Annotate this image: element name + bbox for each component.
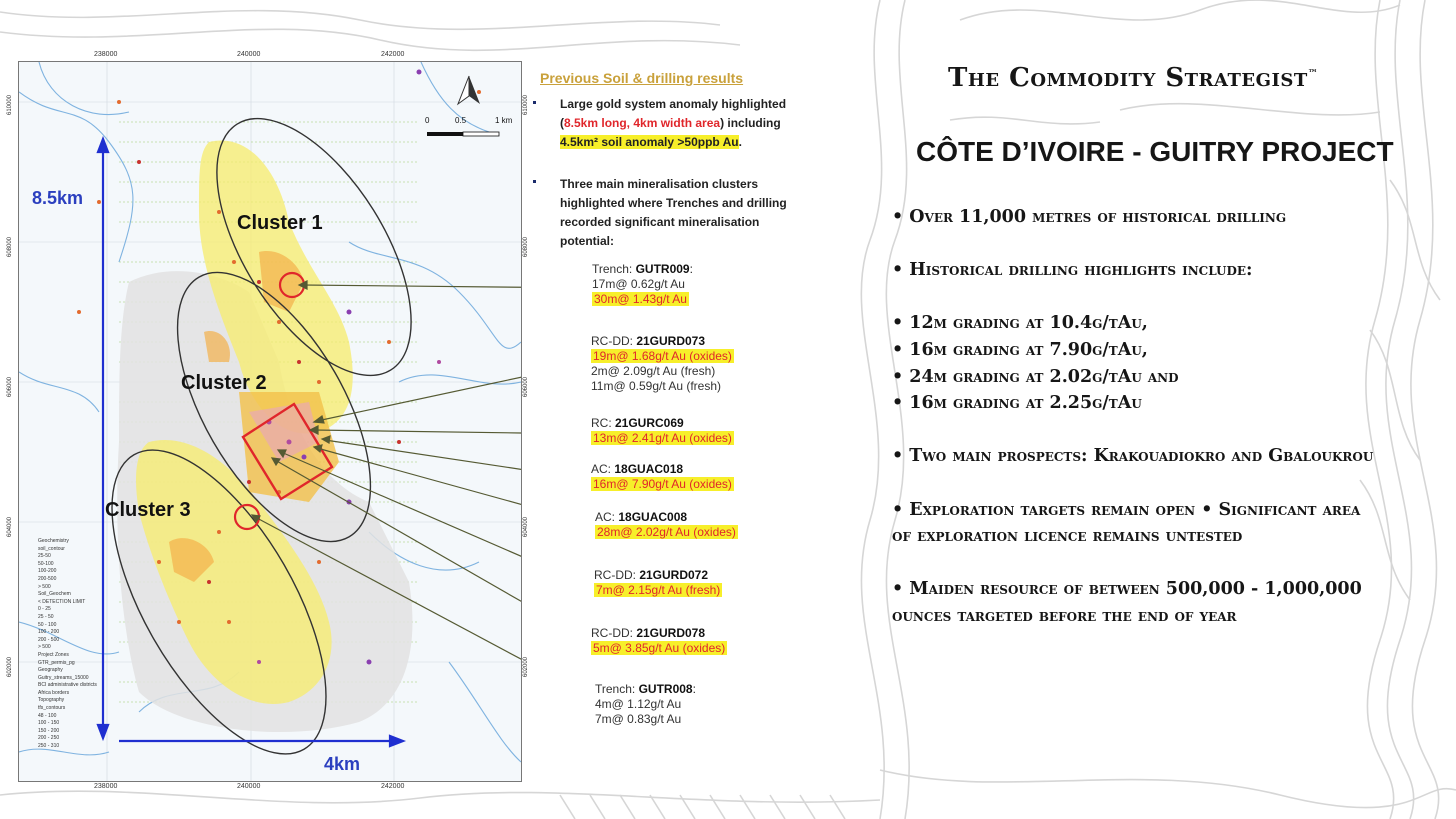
y-tick-right-2: 608000 bbox=[523, 236, 529, 257]
annotation-result: 7m@ 2.15g/t Au (fresh) bbox=[596, 583, 721, 597]
annotation-header: Trench: GUTR009: bbox=[592, 262, 693, 276]
annotation-result: 16m@ 7.90g/t Au (oxides) bbox=[593, 477, 732, 491]
annotation-header: AC: 18GUAC018 bbox=[591, 462, 684, 476]
y-tick-3: 606000 bbox=[7, 376, 13, 397]
annotation-result: 28m@ 2.02g/t Au (oxides) bbox=[597, 525, 736, 539]
fact-resource: • Maiden resource of between 500,000 - 1,000,000 ounces targeted before the end of year bbox=[892, 579, 1362, 626]
y-tick-4: 604000 bbox=[7, 516, 13, 537]
legend-entry: GTR_permis_pg bbox=[38, 659, 75, 666]
project-title: CÔTE D’IVOIRE - GUITRY PROJECT bbox=[916, 136, 1394, 167]
y-tick-5: 602000 bbox=[7, 656, 13, 677]
scale-bar bbox=[427, 132, 499, 136]
dimension-vertical-label: 8.5km bbox=[32, 188, 84, 208]
scale-label-half: 0.5 bbox=[455, 116, 467, 125]
annotation-header: RC-DD: 21GURD072 bbox=[594, 568, 709, 582]
annotation-21gurd072 bbox=[594, 568, 722, 598]
cluster-3-label: Cluster 3 bbox=[105, 499, 191, 521]
annotation-result: 17m@ 0.62g/t Au bbox=[592, 277, 685, 291]
bullet-dot-icon bbox=[533, 101, 536, 104]
annotation-gutr008 bbox=[595, 682, 696, 727]
x-tick-bottom-1: 238000 bbox=[94, 783, 118, 790]
results-bullet-1-line-2: (8.5km long, 4km width area) including bbox=[560, 116, 781, 130]
legend-entry: Geography bbox=[38, 667, 63, 674]
legend-entry: 250 - 310 bbox=[38, 743, 60, 750]
legend-entry: 25-50 bbox=[38, 553, 51, 560]
y-tick-1: 610000 bbox=[7, 94, 13, 115]
scale-label-zero: 0 bbox=[425, 116, 430, 125]
results-bullet-1-line-1: Large gold system anomaly highlighted bbox=[560, 97, 787, 111]
y-tick-right-4: 604000 bbox=[523, 516, 529, 537]
legend-entry: < DETECTION LIMIT bbox=[38, 598, 86, 605]
brand-title bbox=[948, 63, 1318, 93]
legend-entry: 25 - 50 bbox=[38, 613, 54, 620]
legend-entry: Project Zones bbox=[38, 651, 69, 658]
annotation-result: 30m@ 1.43g/t Au bbox=[594, 292, 687, 306]
project-facts bbox=[892, 204, 1382, 630]
results-bullet-2-line-2: highlighted where Trenches and drilling bbox=[560, 196, 787, 210]
annotation-result: 7m@ 0.83g/t Au bbox=[595, 712, 682, 726]
legend-entry: 200 - 500 bbox=[38, 636, 60, 643]
scale-label-one-km: 1 km bbox=[495, 116, 513, 125]
fact-highlights-intro: • Historical drilling highlights include: bbox=[892, 260, 1253, 281]
map-panel bbox=[18, 61, 522, 782]
legend-entry: Guitry_streams_15000 bbox=[38, 674, 89, 681]
fact-highlight-3: • 24m grading at 2.02g/tAu and bbox=[892, 366, 1179, 387]
legend-entry: 100 - 150 bbox=[38, 720, 60, 727]
annotation-result: 19m@ 1.68g/t Au (oxides) bbox=[593, 349, 732, 363]
results-bullet-1-line-3: 4.5km² soil anomaly >50ppb Au. bbox=[560, 135, 742, 149]
fact-exploration: • Exploration targets remain open • Significant area of exploration licence remains untested bbox=[892, 499, 1361, 547]
results-title: Previous Soil & drilling results bbox=[540, 70, 744, 86]
legend-entry: 100-200 bbox=[38, 568, 57, 575]
results-bullet-2-line-4: potential: bbox=[560, 234, 614, 248]
annotation-result: 13m@ 2.41g/t Au (oxides) bbox=[593, 431, 732, 445]
annotation-header: RC-DD: 21GURD073 bbox=[591, 334, 706, 348]
fact-drilling: • Over 11,000 metres of historical drilling bbox=[892, 207, 1287, 227]
annotation-header: Trench: GUTR008: bbox=[595, 682, 696, 696]
results-bullet-2-line-3: recorded significant mineralisation bbox=[560, 215, 760, 229]
x-tick-bottom-2: 240000 bbox=[237, 783, 261, 790]
legend-entry: > 500 bbox=[38, 644, 51, 651]
legend-entry: 150 - 200 bbox=[38, 727, 60, 734]
annotation-gutr009 bbox=[592, 262, 693, 307]
cluster-1-label: Cluster 1 bbox=[237, 212, 323, 234]
legend-entry: Topography bbox=[38, 697, 65, 704]
annotation-18guac008 bbox=[595, 510, 738, 540]
legend-entry: BCI administrative districts bbox=[38, 682, 97, 689]
annotation-result: 11m@ 0.59g/t Au (fresh) bbox=[591, 379, 722, 393]
fact-highlight-1: • 12m grading at 10.4g/tAu, bbox=[892, 313, 1148, 334]
legend-entry: 50 - 100 bbox=[38, 621, 57, 628]
annotation-21gurc069 bbox=[591, 416, 734, 446]
results-bullet-2 bbox=[560, 175, 845, 251]
dimension-horizontal-label: 4km bbox=[324, 754, 361, 774]
y-tick-right-1: 610000 bbox=[523, 94, 529, 115]
results-bullet-1 bbox=[560, 95, 845, 152]
legend-entry: 100 - 200 bbox=[38, 629, 60, 636]
legend-entry: tfs_contours bbox=[38, 705, 66, 712]
legend-entry: 0 - 25 bbox=[38, 606, 51, 613]
legend-entry: 50-100 bbox=[38, 560, 54, 567]
fact-prospects: • Two main prospects: Krakouadiokro and Gbaloukrou bbox=[892, 446, 1374, 467]
legend-entry: 48 - 100 bbox=[38, 712, 57, 719]
bullet-dot-icon bbox=[533, 180, 536, 183]
results-bullet-1-red: 8.5km long, 4km width area bbox=[564, 116, 721, 130]
map-legend bbox=[38, 538, 138, 751]
x-tick-top-3: 242000 bbox=[381, 51, 405, 58]
annotation-18guac018 bbox=[591, 462, 734, 492]
y-tick-right-5: 602000 bbox=[523, 656, 529, 677]
fact-highlight-4: • 16m grading at 2.25g/tAu bbox=[892, 393, 1142, 414]
x-tick-top-1: 238000 bbox=[94, 51, 118, 58]
legend-entry: Geochemistry bbox=[38, 538, 69, 544]
annotation-result: 2m@ 2.09g/t Au (fresh) bbox=[591, 364, 716, 378]
annotation-header: RC: 21GURC069 bbox=[591, 416, 684, 430]
fact-highlight-2: • 16m grading at 7.90g/tAu, bbox=[892, 339, 1148, 360]
legend-entry: Soil_Geochem bbox=[38, 591, 71, 598]
brand-title-text: The Commodity Strategist bbox=[948, 63, 1308, 93]
legend-entry: Africa borders bbox=[38, 689, 70, 696]
legend-entry: soil_contour bbox=[38, 545, 65, 552]
legend-entry: 200 - 250 bbox=[38, 735, 60, 742]
legend-entry: > 500 bbox=[38, 583, 51, 590]
annotation-21gurd073 bbox=[591, 334, 734, 394]
x-tick-top-2: 240000 bbox=[237, 51, 261, 58]
trademark-mark: ™ bbox=[1307, 68, 1319, 80]
results-bullet-1-highlight: 4.5km² soil anomaly >50ppb Au bbox=[560, 135, 739, 149]
annotation-result: 5m@ 3.85g/t Au (oxides) bbox=[593, 641, 726, 655]
y-tick-2: 608000 bbox=[7, 236, 13, 257]
legend-entry: 200-500 bbox=[38, 575, 57, 582]
y-tick-right-3: 606000 bbox=[523, 376, 529, 397]
annotation-header: AC: 18GUAC008 bbox=[595, 510, 688, 524]
results-bullet-2-line-1: Three main mineralisation clusters bbox=[560, 177, 759, 191]
cluster-2-label: Cluster 2 bbox=[181, 372, 267, 394]
north-arrow-icon bbox=[458, 76, 480, 104]
annotation-result: 4m@ 1.12g/t Au bbox=[595, 697, 682, 711]
annotation-21gurd078 bbox=[591, 626, 727, 656]
annotation-header: RC-DD: 21GURD078 bbox=[591, 626, 706, 640]
x-tick-bottom-3: 242000 bbox=[381, 783, 405, 790]
